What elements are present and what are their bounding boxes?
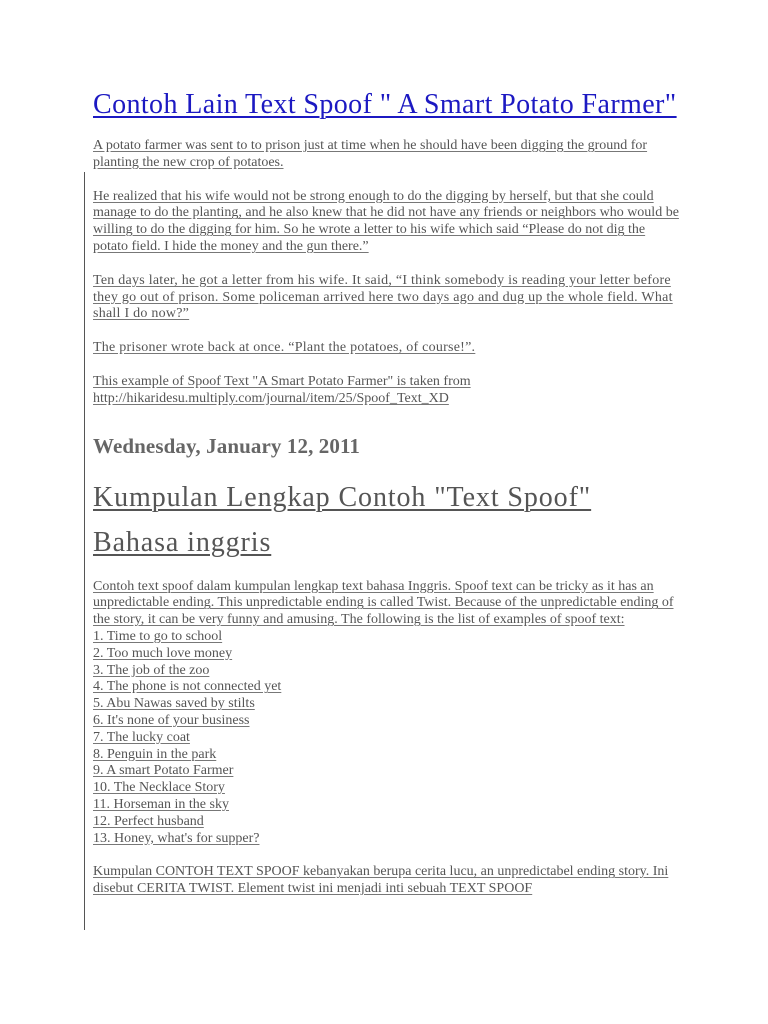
list-item[interactable]: 10. The Necklace Story [93, 780, 225, 796]
list-item[interactable]: 3. The job of the zoo [93, 662, 210, 678]
post1-body [93, 138, 683, 408]
post2-closing: Kumpulan CONTOH TEXT SPOOF kebanyakan berupa cerita lucu, an unpredictabel ending story. Ini disebut CERITA TWIST. Element twist ini menjadi inti sebuah TEXT SPOOF [93, 864, 669, 897]
list-item[interactable]: 2. Too much love money [93, 645, 233, 661]
blog-content [93, 88, 683, 915]
post-left-border [84, 172, 85, 930]
list-item[interactable]: 5. Abu Nawas saved by stilts [93, 696, 255, 712]
post1-title-link[interactable]: Contoh Lain Text Spoof " A Smart Potato Farmer" [93, 89, 677, 120]
list-item[interactable]: 6. It's none of your business [93, 712, 250, 728]
list-item[interactable]: 13. Honey, what's for supper? [93, 830, 260, 846]
post1-paragraph-2: He realized that his wife would not be strong enough to do the digging by herself, but that she could manage to do the planting, and he also knew that he did not have any friends or neighbors who would be willing to do the digging for him. So he wrote a letter to his wife which said “Please do not dig the potato field. I hide the money and the gun there.” [93, 188, 679, 254]
list-item[interactable]: 8. Penguin in the park [93, 746, 217, 762]
list-item[interactable]: 11. Horseman in the sky [93, 796, 229, 812]
spoof-examples-list [93, 629, 683, 847]
post1-paragraph-4: The prisoner wrote back at once. “Plant the potatoes, of course!”. [93, 340, 476, 356]
list-item[interactable]: 9. A smart Potato Farmer [93, 763, 234, 779]
list-item[interactable]: 1. Time to go to school [93, 628, 223, 644]
list-item[interactable]: 12. Perfect husband [93, 813, 204, 829]
list-item[interactable]: 7. The lucky coat [93, 729, 190, 745]
post2-title-link[interactable]: Kumpulan Lengkap Contoh "Text Spoof" Bahasa inggris [93, 481, 592, 558]
date-header: Wednesday, January 12, 2011 [93, 433, 361, 458]
post1-paragraph-1: A potato farmer was sent to to prison just at time when he should have been digging the ground for planting the new crop of potatoes. [93, 138, 648, 170]
post1-source-link[interactable]: This example of Spoof Text "A Smart Potato Farmer" is taken from http://hikaridesu.multiply.com/journal/item/25/Spoof_Text_XD [93, 373, 471, 406]
post1-paragraph-3: Ten days later, he got a letter from his wife. It said, “I think somebody is reading your letter before they go out of prison. Some policeman arrived here two days ago and dug up the whole field. What shall I do now?” [93, 272, 673, 322]
post2-intro: Contoh text spoof dalam kumpulan lengkap text bahasa Inggris. Spoof text can be tricky as it has an unpredictable ending. This unpredictable ending is called Twist. Because of the unpredictable ending of the story, it can be very funny and amusing. The following is the list of examples of spoof text: [93, 578, 674, 628]
list-item[interactable]: 4. The phone is not connected yet [93, 679, 282, 695]
post2-body [93, 579, 683, 898]
